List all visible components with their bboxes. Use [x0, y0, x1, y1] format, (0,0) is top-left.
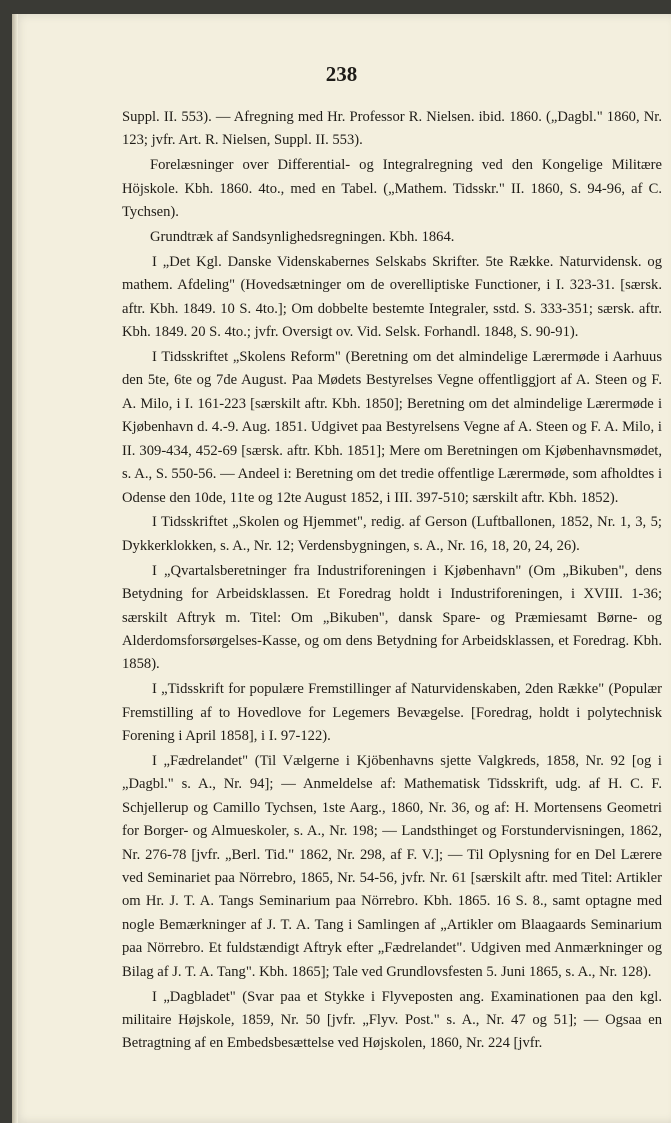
bibliography-body [122, 106, 662, 1057]
page-number: 238 [325, 62, 358, 86]
entry-forelaesninger: Forelæsninger over Differential- og Integralregning ved den Kongelige Militære Höjskole. Kbh. 1860. 4to., med en Tabel. („Mathem. Tidsskr." II. 1860, S. 94-96, af C. Tychsen). [122, 157, 662, 221]
entry-skolens-reform: I Tidsskriftet „Skolens Reform" (Beretning om det almindelige Lærermøde i Aarhuus den 5te, 6te og 7de August. Paa Mødets Bestyrelses Vegne offentliggjort af A. Steen og F. A. Milo, i I. 161-223 [særskilt aftr. Kbh. 1850]; Beretning om det almindelige Lærermøde i Kjøbenhavn d. 4.-9. Aug. 1851. Udgivet paa Bestyrelsens Vegne af A. Steen og F. A. Milo, i II. 309-434, 452-69 [særsk. aftr. Kbh. 1851]; Mere om Beretningen om Kjøbenhavnsmødet, s. A., S. 550-56. — Andeel i: Beretning om det tredie offentlige Lærermøde, som afholdtes i Odense den 10de, 11te og 12te August 1852, i III. 397-510; særskilt aftr. Kbh. 1852). [122, 349, 662, 506]
entry-grundtraek: Grundtræk af Sandsynlighedsregningen. Kbh. 1864. [150, 229, 455, 246]
entry-skolen-og-hjemmet: I Tidsskriftet „Skolen og Hjemmet", redig. af Gerson (Luftballonen, 1852, Nr. 1, 3, 5; Dykkerklokken, s. A., Nr. 12; Verdensbygningen, s. A., Nr. 16, 18, 20, 24, 26). [122, 514, 662, 554]
entry-dagbladet: I „Dagbladet" (Svar paa et Stykke i Flyveposten ang. Examinationen paa den kgl. militaire Højskole, 1859, Nr. 50 [jvfr. „Flyv. Post." s. A., Nr. 47 og 51]; — Ogsaa en Betragtning af en Embedsbesættelse ved Højskolen, 1860, Nr. 224 [jvfr. [122, 988, 662, 1052]
book-page [12, 14, 671, 1123]
entry-continuation: Suppl. II. 553). — Afregning med Hr. Professor R. Nielsen. ibid. 1860. („Dagbl." 1860, Nr. 123; jvfr. Art. R. Nielsen, Suppl. II. 553). [122, 109, 662, 149]
entry-faedrelandet: I „Fædrelandet" (Til Vælgerne i Kjöbenhavns sjette Valgkreds, 1858, Nr. 92 [og i „Dagbl." s. A., Nr. 94]; — Anmeldelse af: Mathematisk Tidsskrift, udg. af H. C. F. Schjellerup og Camillo Tychsen, 1ste Aarg., 1860, Nr. 36, og af: H. Mortensens Geometri for Borger- og Almueskoler, s. A., Nr. 198; — Landsthinget og Forstundervisningen, 1862, Nr. 276-78 [jvfr. „Berl. Tid." 1862, Nr. 298, af F. V.]; — Til Oplysning for en Del Lærere ved Seminariet paa Nörrebro, 1865, Nr. 54-56, jvfr. Nr. 61 [særskilt aftr. med Titel: Artikler om Hr. J. T. A. Tangs Seminarium paa Nörrebro. Kbh. 1865. 16 S. 8., samt optagne med nogle Bemærkninger af J. T. A. Tang i Samlingen af „Artikler om Blaagaards Seminarium paa Nörrebro. Et fuldstændigt Aftryk efter „Fædrelandet". Udgiven med Anmærkninger og Bilag af J. T. A. Tang". Kbh. 1865]; Tale ved Grundlovsfesten 5. Juni 1865, s. A., Nr. 128). [122, 752, 662, 980]
page-gutter-shadow [12, 14, 18, 1123]
entry-tidsskrift-naturvidenskaben: I „Tidsskrift for populære Fremstillinger af Naturvidenskaben, 2den Række" (Populær Fremstilling af to Hovedlove for Legemers Bevægelse. [Foredrag, holdt i polytechnisk Forening i April 1858], i I. 97-122). [122, 681, 662, 745]
entry-videnskabernes-selskab: I „Det Kgl. Danske Videnskabernes Selskabs Skrifter. 5te Række. Naturvidensk. og mathem. Afdeling" (Hovedsætninger om de overelliptiske Functioner, i I. 323-31. [særsk. aftr. Kbh. 1849. 10 S. 4to.]; Om dobbelte bestemte Integraler, sstd. S. 333-351; særsk. aftr. Kbh. 1849. 20 S. 4to.; jvfr. Oversigt ov. Vid. Selsk. Forhandl. 1848, S. 90-91). [122, 253, 662, 341]
entry-qvartalsberetninger: I „Qvartalsberetninger fra Industriforeningen i Kjøbenhavn" (Om „Bikuben", dens Betydning for Arbeidsklassen. Et Foredrag holdt i Industriforeningen, i XVIII. 1-36; særskilt Aftryk m. Titel: Om „Bikuben", dansk Spare- og Præmiesamt Børne- og Alderdomsforsørgelses-Kasse, og om dens Betydning for Arbeidsklassen, et Foredrag. Kbh. 1858). [122, 562, 662, 673]
